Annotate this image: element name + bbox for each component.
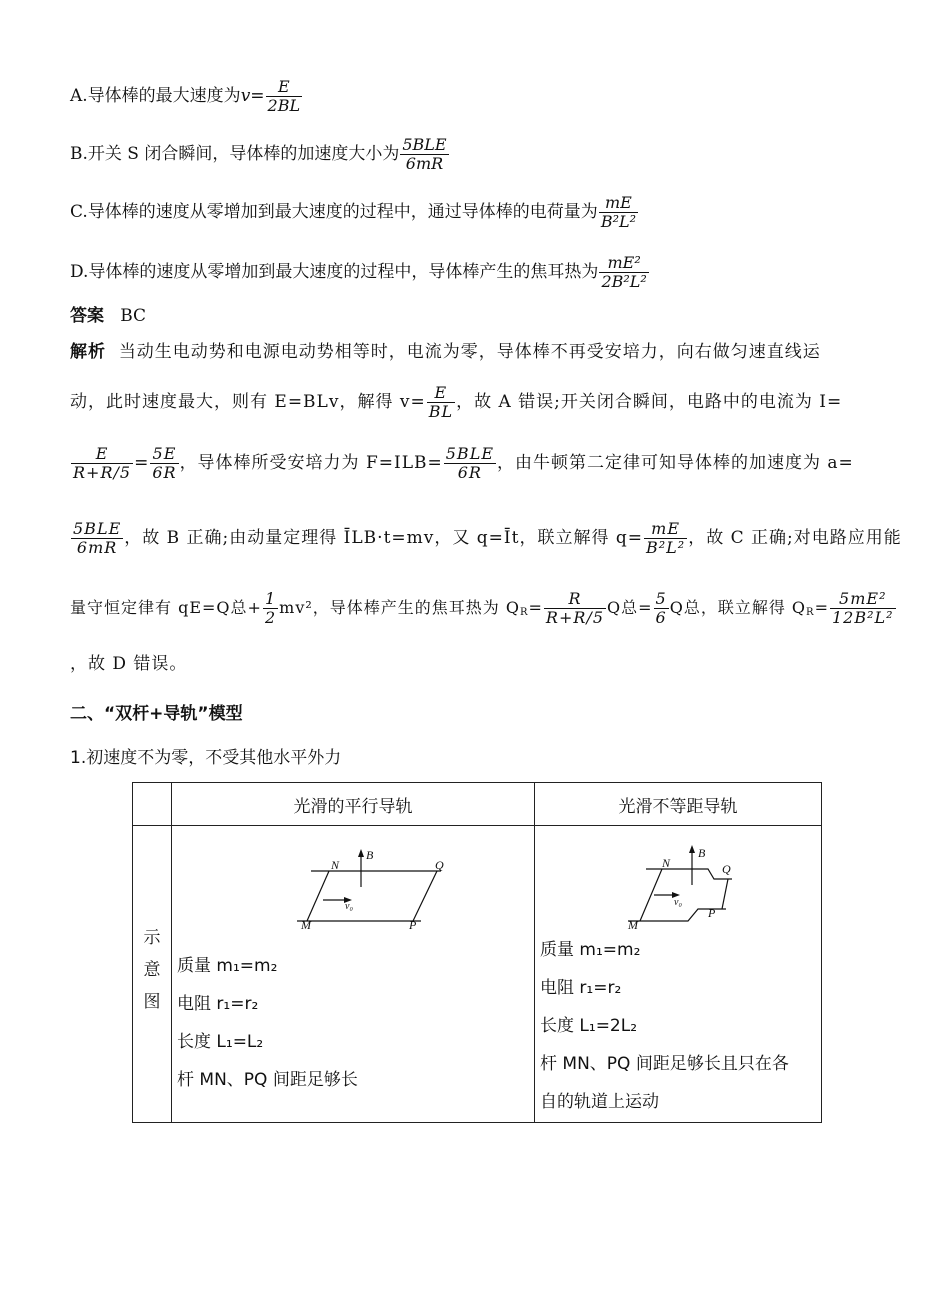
analysis-line-1: 解析 当动生电动势和电源电动势相等时，电流为零，导体棒不再受安培力，向右做匀速直线运 (70, 342, 821, 362)
unequal-rails-diagram (536, 827, 820, 931)
svg-text:M: M (301, 918, 311, 932)
fraction: $\frac{mE}{\text{B²L²}}$ (646, 519, 686, 557)
answer-value: BC (120, 306, 147, 326)
right-resistance: 电阻 r₁=r₂ (540, 978, 622, 998)
parallel-rails-diagram (173, 827, 533, 947)
analysis-line-2: 动，此时速度最大，则有 E=BLv，解得 v= $\frac{E}{BL}$ ，故 A 错误;开关闭合瞬间，电路中的电流为 I= (70, 383, 843, 421)
fraction: $\frac{mE}{\text{B²L²}}$ (600, 193, 637, 231)
analysis-line-6: ，故 D 错误。 (70, 654, 188, 674)
fraction: $\frac{\text{5BLE}}{6R}$ (445, 444, 494, 482)
option-b: B.开关 S 闭合瞬间，导体棒的加速度大小为 $\frac{\text{5BLE}}{6mR}$ (70, 135, 447, 173)
right-distance-1: 杆 MN、PQ 间距足够长且只在各 (540, 1054, 789, 1074)
fraction: $\frac{\text{5BLE}}{6mR}$ (402, 135, 447, 173)
cell-unequal (535, 826, 822, 1123)
option-c: C.导体棒的速度从零增加到最大速度的过程中，通过导体棒的电荷量为 $\frac{mE}{\text{B²L²}}$ (70, 193, 637, 231)
svg-text:Q: Q (435, 858, 444, 872)
analysis-label: 解析 (70, 342, 106, 362)
svg-text:Q: Q (722, 862, 731, 876)
fraction: $\frac{E}{BL}$ (428, 383, 454, 421)
cell-parallel (172, 826, 535, 1123)
svg-text:v₀: v₀ (674, 897, 682, 908)
left-mass: 质量 m₁=m₂ (177, 956, 278, 976)
left-length: 长度 L₁=L₂ (177, 1032, 264, 1052)
option-a: A.导体棒的最大速度为v= $\frac{E}{2BL}$ (70, 77, 301, 115)
analysis-line-5: 量守恒定律有 qE=Q总+ $\frac{1}{2}$ mv²，导体棒产生的焦耳热为 $Q_R=$ $\frac{R}{R+R/5}$ Q总= $\frac{5}{6}$ Q总，联立解得 $Q_R=$ $\frac{\text{5mE²}}{\text{12B²L²}}$ (70, 589, 894, 627)
svg-text:P: P (409, 918, 417, 932)
answer-label: 答案 (70, 306, 104, 326)
svg-text:N: N (331, 858, 340, 872)
fraction: $\frac{\text{mE²}}{\text{2B²L²}}$ (601, 253, 647, 291)
corner-cell (133, 783, 172, 826)
svg-text:B: B (698, 846, 706, 860)
right-distance-2: 自的轨道上运动 (540, 1092, 659, 1112)
right-mass: 质量 m₁=m₂ (540, 940, 641, 960)
svg-text:N: N (662, 856, 671, 870)
option-d: D.导体棒的速度从零增加到最大速度的过程中，导体棒产生的焦耳热为 $\frac{\text{mE²}}{\text{2B²L²}}$ (70, 253, 647, 291)
fraction: $\frac{\text{5BLE}}{6mR}$ (73, 519, 122, 557)
svg-text:M: M (628, 918, 638, 931)
section-title: 二、“双杆+导轨”模型 (70, 704, 243, 724)
col-header-unequal: 光滑不等距导轨 (535, 783, 822, 826)
fraction: $\frac{R}{R+R/5}$ (545, 589, 604, 627)
fraction: $\frac{E}{R+R/5}$ (73, 444, 132, 482)
right-length: 长度 L₁=2L₂ (540, 1016, 638, 1036)
fraction: $\frac{1}{2}$ (264, 589, 277, 627)
comparison-table (132, 782, 822, 1123)
row-label: 示 意 图 (133, 826, 172, 1123)
left-distance: 杆 MN、PQ 间距足够长 (177, 1070, 358, 1090)
answer-line (70, 304, 146, 328)
analysis-line-3: $\frac{E}{R+R/5}$ = $\frac{5E}{6R}$ ，导体棒所受安培力为 F=ILB= $\frac{\text{5BLE}}{6R}$ ，由牛顿第二定律可知导体棒的加速度为 a= (73, 444, 854, 482)
fraction: $\frac{\text{5mE²}}{\text{12B²L²}}$ (831, 589, 894, 627)
analysis-line-4: $\frac{\text{5BLE}}{6mR}$ ，故 B 正确;由动量定理得 ĪLB·t=mv，又 q=Īt，联立解得 q= $\frac{mE}{\text{B²L²}}$ ，故 C 正确;对电路应用能 (73, 519, 902, 557)
fraction: $\frac{5}{6}$ (655, 589, 667, 627)
left-resistance: 电阻 r₁=r₂ (177, 994, 259, 1014)
fraction: $\frac{E}{2BL}$ (267, 77, 301, 115)
fraction: $\frac{5E}{6R}$ (152, 444, 177, 482)
subsection-title: 1.初速度不为零，不受其他水平外力 (70, 748, 342, 768)
svg-text:P: P (708, 906, 716, 920)
col-header-parallel: 光滑的平行导轨 (172, 783, 535, 826)
svg-text:v₀: v₀ (345, 901, 353, 912)
svg-text:B: B (366, 848, 374, 862)
